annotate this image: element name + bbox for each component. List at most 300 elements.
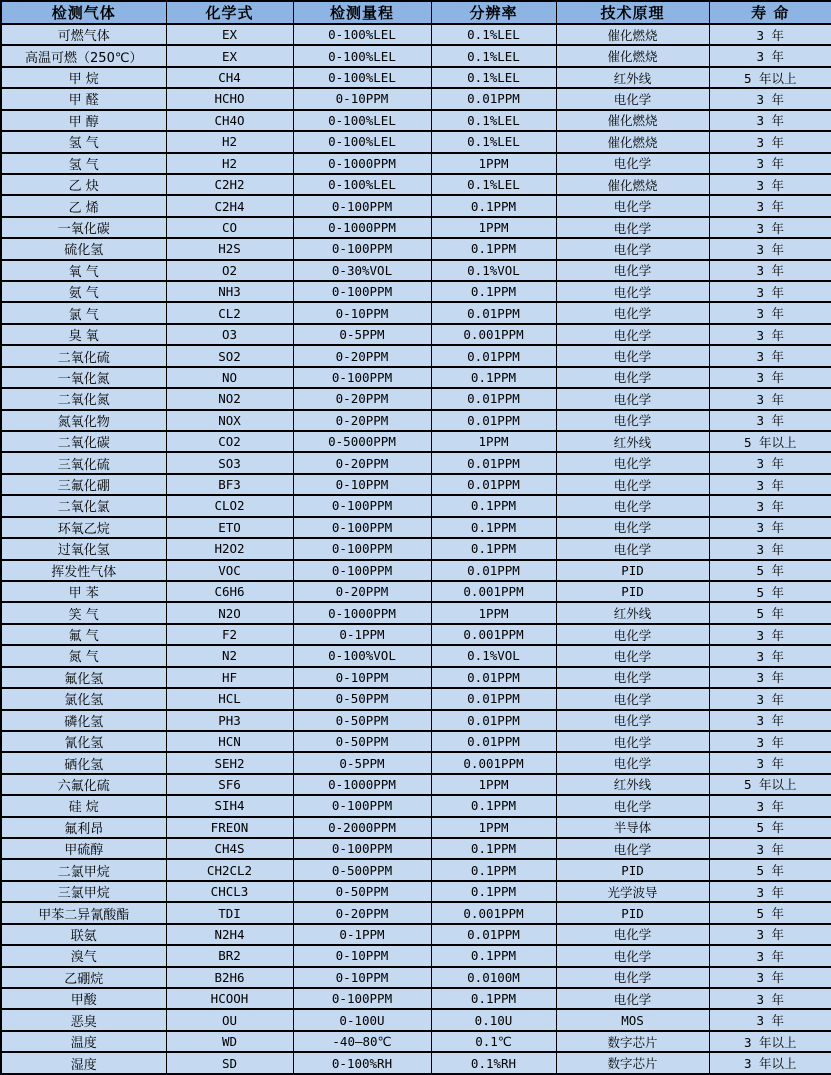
resolution-cell: 0.1%LEL: [431, 45, 556, 66]
table-row: [1, 902, 831, 923]
lifespan-cell: 3 年: [709, 645, 831, 666]
technology-cell: 红外线: [556, 431, 709, 452]
table-row: [1, 495, 831, 516]
table-row: [1, 624, 831, 645]
gas-name-cell: 氟化氢: [1, 667, 166, 688]
table-row: [1, 431, 831, 452]
resolution-cell: 1PPM: [431, 602, 556, 623]
lifespan-cell: 3 年: [709, 302, 831, 323]
chemical-formula-cell: CH4S: [166, 838, 293, 859]
gas-name-cell: 甲 烷: [1, 67, 166, 88]
chemical-formula-cell: N2O: [166, 602, 293, 623]
technology-cell: 光学波导: [556, 881, 709, 902]
resolution-cell: 0.1PPM: [431, 281, 556, 302]
table-row: [1, 281, 831, 302]
table-row: [1, 110, 831, 131]
lifespan-cell: 3 年: [709, 538, 831, 559]
technology-cell: PID: [556, 902, 709, 923]
table-row: [1, 174, 831, 195]
chemical-formula-cell: C6H6: [166, 581, 293, 602]
lifespan-cell: 5 年: [709, 817, 831, 838]
table-row: [1, 774, 831, 795]
resolution-cell: 0.1PPM: [431, 795, 556, 816]
technology-cell: 电化学: [556, 452, 709, 473]
lifespan-cell: 5 年以上: [709, 431, 831, 452]
resolution-cell: 0.1PPM: [431, 238, 556, 259]
chemical-formula-cell: OU: [166, 1009, 293, 1030]
detection-range-cell: 0-100PPM: [293, 367, 431, 388]
resolution-cell: 0.01PPM: [431, 731, 556, 752]
detection-range-cell: 0-1000PPM: [293, 774, 431, 795]
lifespan-cell: 3 年: [709, 260, 831, 281]
lifespan-cell: 3 年: [709, 24, 831, 45]
technology-cell: 电化学: [556, 345, 709, 366]
gas-name-cell: 二氯甲烷: [1, 859, 166, 880]
resolution-cell: 0.1PPM: [431, 495, 556, 516]
lifespan-cell: 3 年: [709, 45, 831, 66]
lifespan-cell: 3 年: [709, 195, 831, 216]
chemical-formula-cell: FREON: [166, 817, 293, 838]
chemical-formula-cell: SIH4: [166, 795, 293, 816]
col-header-technology: 技术原理: [556, 1, 709, 24]
chemical-formula-cell: NO2: [166, 388, 293, 409]
chemical-formula-cell: SF6: [166, 774, 293, 795]
gas-name-cell: 乙 炔: [1, 174, 166, 195]
gas-name-cell: 甲 醛: [1, 88, 166, 109]
technology-cell: 红外线: [556, 602, 709, 623]
detection-range-cell: 0-100%LEL: [293, 67, 431, 88]
gas-name-cell: 挥发性气体: [1, 560, 166, 581]
resolution-cell: 0.1%LEL: [431, 131, 556, 152]
lifespan-cell: 3 年: [709, 131, 831, 152]
table-row: [1, 881, 831, 902]
gas-name-cell: 三氯甲烷: [1, 881, 166, 902]
gas-name-cell: 三氧化硫: [1, 452, 166, 473]
lifespan-cell: 3 年: [709, 110, 831, 131]
gas-name-cell: 溴气: [1, 945, 166, 966]
gas-name-cell: 氢 气: [1, 131, 166, 152]
chemical-formula-cell: CH2CL2: [166, 859, 293, 880]
lifespan-cell: 3 年: [709, 388, 831, 409]
resolution-cell: 0.1%RH: [431, 1052, 556, 1074]
technology-cell: 电化学: [556, 967, 709, 988]
detection-range-cell: 0-100PPM: [293, 795, 431, 816]
technology-cell: 电化学: [556, 388, 709, 409]
resolution-cell: 0.1℃: [431, 1031, 556, 1052]
technology-cell: 电化学: [556, 667, 709, 688]
detection-range-cell: 0-100PPM: [293, 538, 431, 559]
detection-range-cell: 0-100PPM: [293, 238, 431, 259]
technology-cell: MOS: [556, 1009, 709, 1030]
table-row: [1, 217, 831, 238]
lifespan-cell: 5 年: [709, 602, 831, 623]
resolution-cell: 0.1PPM: [431, 859, 556, 880]
technology-cell: PID: [556, 560, 709, 581]
lifespan-cell: 3 年: [709, 367, 831, 388]
gas-name-cell: 环氧乙烷: [1, 517, 166, 538]
resolution-cell: 0.01PPM: [431, 410, 556, 431]
detection-range-cell: 0-100%LEL: [293, 174, 431, 195]
resolution-cell: 0.01PPM: [431, 88, 556, 109]
lifespan-cell: 5 年: [709, 581, 831, 602]
chemical-formula-cell: NOX: [166, 410, 293, 431]
gas-name-cell: 氟 气: [1, 624, 166, 645]
lifespan-cell: 3 年: [709, 838, 831, 859]
lifespan-cell: 3 年以上: [709, 1052, 831, 1074]
gas-name-cell: 二氧化碳: [1, 431, 166, 452]
gas-name-cell: 甲苯二异氰酸酯: [1, 902, 166, 923]
lifespan-cell: 3 年: [709, 967, 831, 988]
resolution-cell: 0.1PPM: [431, 881, 556, 902]
technology-cell: 电化学: [556, 645, 709, 666]
technology-cell: 数字芯片: [556, 1052, 709, 1074]
lifespan-cell: 3 年: [709, 452, 831, 473]
detection-range-cell: 0-50PPM: [293, 731, 431, 752]
table-row: [1, 195, 831, 216]
gas-name-cell: 氨 气: [1, 281, 166, 302]
detection-range-cell: 0-100PPM: [293, 560, 431, 581]
gas-name-cell: 氮氧化物: [1, 410, 166, 431]
table-row: [1, 688, 831, 709]
lifespan-cell: 3 年: [709, 153, 831, 174]
table-row: [1, 388, 831, 409]
detection-range-cell: 0-20PPM: [293, 452, 431, 473]
technology-cell: 电化学: [556, 217, 709, 238]
technology-cell: 电化学: [556, 624, 709, 645]
gas-name-cell: 氯化氢: [1, 688, 166, 709]
table-row: [1, 452, 831, 473]
col-header-lifespan: 寿 命: [709, 1, 831, 24]
lifespan-cell: 3 年: [709, 238, 831, 259]
resolution-cell: 0.01PPM: [431, 688, 556, 709]
header-row: [1, 1, 831, 24]
lifespan-cell: 3 年以上: [709, 1031, 831, 1052]
table-row: [1, 602, 831, 623]
detection-range-cell: 0-30%VOL: [293, 260, 431, 281]
resolution-cell: 0.1PPM: [431, 517, 556, 538]
resolution-cell: 0.001PPM: [431, 624, 556, 645]
lifespan-cell: 3 年: [709, 752, 831, 773]
technology-cell: 电化学: [556, 945, 709, 966]
resolution-cell: 0.1PPM: [431, 538, 556, 559]
technology-cell: 电化学: [556, 324, 709, 345]
chemical-formula-cell: EX: [166, 45, 293, 66]
technology-cell: PID: [556, 581, 709, 602]
chemical-formula-cell: CL2: [166, 302, 293, 323]
chemical-formula-cell: HCN: [166, 731, 293, 752]
table-row: [1, 667, 831, 688]
detection-range-cell: 0-5000PPM: [293, 431, 431, 452]
technology-cell: PID: [556, 859, 709, 880]
lifespan-cell: 5 年: [709, 859, 831, 880]
chemical-formula-cell: EX: [166, 24, 293, 45]
resolution-cell: 0.001PPM: [431, 581, 556, 602]
detection-range-cell: 0-100%RH: [293, 1052, 431, 1074]
chemical-formula-cell: CO: [166, 217, 293, 238]
technology-cell: 半导体: [556, 817, 709, 838]
chemical-formula-cell: C2H4: [166, 195, 293, 216]
table-row: [1, 731, 831, 752]
chemical-formula-cell: H2: [166, 153, 293, 174]
lifespan-cell: 3 年: [709, 1009, 831, 1030]
detection-range-cell: 0-1000PPM: [293, 153, 431, 174]
resolution-cell: 1PPM: [431, 217, 556, 238]
table-row: [1, 752, 831, 773]
technology-cell: 电化学: [556, 924, 709, 945]
resolution-cell: 0.01PPM: [431, 388, 556, 409]
detection-range-cell: 0-5PPM: [293, 752, 431, 773]
col-header-detection-range: 检测量程: [293, 1, 431, 24]
resolution-cell: 0.1%LEL: [431, 110, 556, 131]
technology-cell: 电化学: [556, 495, 709, 516]
detection-range-cell: 0-100PPM: [293, 838, 431, 859]
lifespan-cell: 3 年: [709, 88, 831, 109]
resolution-cell: 1PPM: [431, 431, 556, 452]
gas-name-cell: 氰化氢: [1, 731, 166, 752]
lifespan-cell: 3 年: [709, 945, 831, 966]
gas-name-cell: 高温可燃（250℃）: [1, 45, 166, 66]
resolution-cell: 0.01PPM: [431, 302, 556, 323]
lifespan-cell: 3 年: [709, 688, 831, 709]
resolution-cell: 0.1PPM: [431, 367, 556, 388]
detection-range-cell: 0-100%LEL: [293, 110, 431, 131]
detection-range-cell: 0-100U: [293, 1009, 431, 1030]
resolution-cell: 0.1%VOL: [431, 260, 556, 281]
resolution-cell: 0.1PPM: [431, 838, 556, 859]
chemical-formula-cell: HCHO: [166, 88, 293, 109]
table-row: [1, 324, 831, 345]
lifespan-cell: 3 年: [709, 281, 831, 302]
gas-name-cell: 硒化氢: [1, 752, 166, 773]
technology-cell: 催化燃烧: [556, 45, 709, 66]
detection-range-cell: 0-10PPM: [293, 967, 431, 988]
resolution-cell: 0.001PPM: [431, 902, 556, 923]
resolution-cell: 1PPM: [431, 153, 556, 174]
resolution-cell: 0.1%LEL: [431, 24, 556, 45]
technology-cell: 电化学: [556, 410, 709, 431]
gas-name-cell: 乙 烯: [1, 195, 166, 216]
gas-name-cell: 氢 气: [1, 153, 166, 174]
technology-cell: 催化燃烧: [556, 174, 709, 195]
lifespan-cell: 5 年: [709, 902, 831, 923]
table-row: [1, 988, 831, 1009]
lifespan-cell: 3 年: [709, 624, 831, 645]
chemical-formula-cell: CH4: [166, 67, 293, 88]
detection-range-cell: 0-100%VOL: [293, 645, 431, 666]
resolution-cell: 0.01PPM: [431, 452, 556, 473]
technology-cell: 电化学: [556, 731, 709, 752]
chemical-formula-cell: BR2: [166, 945, 293, 966]
technology-cell: 数字芯片: [556, 1031, 709, 1052]
lifespan-cell: 3 年: [709, 988, 831, 1009]
detection-range-cell: 0-20PPM: [293, 410, 431, 431]
technology-cell: 催化燃烧: [556, 110, 709, 131]
resolution-cell: 0.01PPM: [431, 560, 556, 581]
lifespan-cell: 3 年: [709, 474, 831, 495]
table-row: [1, 710, 831, 731]
table-row: [1, 474, 831, 495]
chemical-formula-cell: SEH2: [166, 752, 293, 773]
table-row: [1, 645, 831, 666]
resolution-cell: 0.001PPM: [431, 752, 556, 773]
detection-range-cell: 0-5PPM: [293, 324, 431, 345]
table-row: [1, 302, 831, 323]
chemical-formula-cell: N2: [166, 645, 293, 666]
technology-cell: 电化学: [556, 538, 709, 559]
chemical-formula-cell: CLO2: [166, 495, 293, 516]
technology-cell: 电化学: [556, 688, 709, 709]
detection-range-cell: 0-1PPM: [293, 924, 431, 945]
table-row: [1, 1009, 831, 1030]
technology-cell: 电化学: [556, 302, 709, 323]
technology-cell: 电化学: [556, 153, 709, 174]
detection-range-cell: 0-100PPM: [293, 517, 431, 538]
technology-cell: 催化燃烧: [556, 131, 709, 152]
chemical-formula-cell: CO2: [166, 431, 293, 452]
technology-cell: 红外线: [556, 774, 709, 795]
chemical-formula-cell: PH3: [166, 710, 293, 731]
resolution-cell: 0.0100M: [431, 967, 556, 988]
gas-name-cell: 笑 气: [1, 602, 166, 623]
chemical-formula-cell: VOC: [166, 560, 293, 581]
table-row: [1, 410, 831, 431]
table-row: [1, 967, 831, 988]
table-row: [1, 581, 831, 602]
gas-name-cell: 二氧化氮: [1, 388, 166, 409]
detection-range-cell: 0-100%LEL: [293, 24, 431, 45]
detection-range-cell: 0-100%LEL: [293, 45, 431, 66]
lifespan-cell: 3 年: [709, 217, 831, 238]
technology-cell: 电化学: [556, 88, 709, 109]
technology-cell: 电化学: [556, 238, 709, 259]
table-row: [1, 131, 831, 152]
chemical-formula-cell: SO2: [166, 345, 293, 366]
table-row: [1, 838, 831, 859]
gas-name-cell: 臭 氧: [1, 324, 166, 345]
gas-name-cell: 甲酸: [1, 988, 166, 1009]
table-row: [1, 238, 831, 259]
lifespan-cell: 5 年: [709, 560, 831, 581]
chemical-formula-cell: CHCL3: [166, 881, 293, 902]
detection-range-cell: 0-50PPM: [293, 881, 431, 902]
gas-name-cell: 氮 气: [1, 645, 166, 666]
table-row: [1, 795, 831, 816]
technology-cell: 电化学: [556, 752, 709, 773]
detection-range-cell: 0-1000PPM: [293, 217, 431, 238]
lifespan-cell: 3 年: [709, 324, 831, 345]
resolution-cell: 0.01PPM: [431, 474, 556, 495]
detection-range-cell: 0-10PPM: [293, 945, 431, 966]
chemical-formula-cell: SD: [166, 1052, 293, 1074]
table-row: [1, 924, 831, 945]
detection-range-cell: 0-1PPM: [293, 624, 431, 645]
detection-range-cell: 0-50PPM: [293, 710, 431, 731]
resolution-cell: 0.1PPM: [431, 945, 556, 966]
chemical-formula-cell: HCOOH: [166, 988, 293, 1009]
detection-range-cell: 0-20PPM: [293, 388, 431, 409]
gas-name-cell: 六氟化硫: [1, 774, 166, 795]
gas-name-cell: 二氧化氯: [1, 495, 166, 516]
detection-range-cell: 0-100PPM: [293, 195, 431, 216]
detection-range-cell: 0-10PPM: [293, 88, 431, 109]
resolution-cell: 0.01PPM: [431, 345, 556, 366]
table-body: [1, 24, 831, 1074]
technology-cell: 催化燃烧: [556, 24, 709, 45]
lifespan-cell: 3 年: [709, 517, 831, 538]
resolution-cell: 0.1%LEL: [431, 67, 556, 88]
detection-range-cell: 0-10PPM: [293, 302, 431, 323]
detection-range-cell: 0-20PPM: [293, 345, 431, 366]
chemical-formula-cell: C2H2: [166, 174, 293, 195]
technology-cell: 电化学: [556, 517, 709, 538]
chemical-formula-cell: H2O2: [166, 538, 293, 559]
col-header-gas-name: 检测气体: [1, 1, 166, 24]
gas-name-cell: 过氧化氢: [1, 538, 166, 559]
lifespan-cell: 3 年: [709, 881, 831, 902]
chemical-formula-cell: CH4O: [166, 110, 293, 131]
detection-range-cell: 0-100PPM: [293, 281, 431, 302]
lifespan-cell: 3 年: [709, 345, 831, 366]
table-row: [1, 945, 831, 966]
table-row: [1, 817, 831, 838]
chemical-formula-cell: TDI: [166, 902, 293, 923]
resolution-cell: 0.1PPM: [431, 988, 556, 1009]
gas-name-cell: 温度: [1, 1031, 166, 1052]
resolution-cell: 0.1%LEL: [431, 174, 556, 195]
chemical-formula-cell: HF: [166, 667, 293, 688]
chemical-formula-cell: H2: [166, 131, 293, 152]
detection-range-cell: 0-20PPM: [293, 581, 431, 602]
gas-name-cell: 氧 气: [1, 260, 166, 281]
resolution-cell: 1PPM: [431, 817, 556, 838]
detection-range-cell: 0-10PPM: [293, 667, 431, 688]
table-row: [1, 859, 831, 880]
chemical-formula-cell: ETO: [166, 517, 293, 538]
technology-cell: 电化学: [556, 710, 709, 731]
table-row: [1, 1031, 831, 1052]
table-row: [1, 345, 831, 366]
table-row: [1, 260, 831, 281]
detection-range-cell: 0-2000PPM: [293, 817, 431, 838]
gas-name-cell: 甲 苯: [1, 581, 166, 602]
technology-cell: 电化学: [556, 195, 709, 216]
resolution-cell: 0.001PPM: [431, 324, 556, 345]
gas-name-cell: 联氨: [1, 924, 166, 945]
detection-range-cell: 0-50PPM: [293, 688, 431, 709]
table-row: [1, 517, 831, 538]
gas-name-cell: 可燃气体: [1, 24, 166, 45]
chemical-formula-cell: F2: [166, 624, 293, 645]
gas-name-cell: 氯 气: [1, 302, 166, 323]
technology-cell: 电化学: [556, 838, 709, 859]
chemical-formula-cell: NH3: [166, 281, 293, 302]
resolution-cell: 0.01PPM: [431, 710, 556, 731]
chemical-formula-cell: WD: [166, 1031, 293, 1052]
technology-cell: 电化学: [556, 474, 709, 495]
detection-range-cell: 0-1000PPM: [293, 602, 431, 623]
chemical-formula-cell: NO: [166, 367, 293, 388]
lifespan-cell: 3 年: [709, 731, 831, 752]
col-header-resolution: 分辨率: [431, 1, 556, 24]
resolution-cell: 0.1%VOL: [431, 645, 556, 666]
lifespan-cell: 3 年: [709, 174, 831, 195]
chemical-formula-cell: O2: [166, 260, 293, 281]
resolution-cell: 0.01PPM: [431, 924, 556, 945]
gas-name-cell: 二氧化硫: [1, 345, 166, 366]
gas-name-cell: 硫化氢: [1, 238, 166, 259]
chemical-formula-cell: BF3: [166, 474, 293, 495]
chemical-formula-cell: H2S: [166, 238, 293, 259]
